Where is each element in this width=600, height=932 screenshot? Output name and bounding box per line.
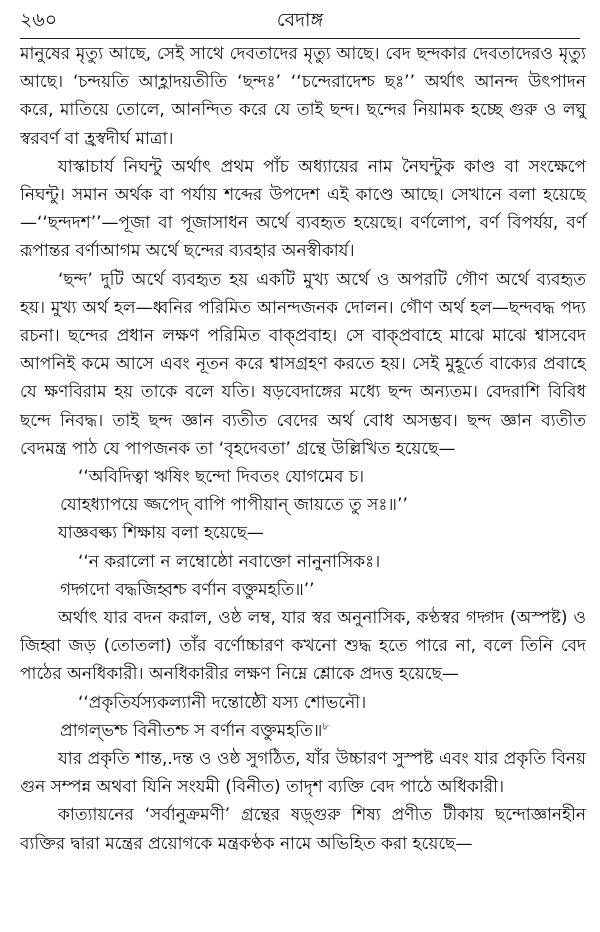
paragraph: কাত্যায়নের ‘সর্বানুক্রমণী’ গ্রন্থের ষড়্গুরু শিষ্য প্রণীত টীকায় ছন্দোজ্ঞানহীন ব্যক্তির দ্বারা মন্ত্রের প্রয়োগকে মন্ত্রকণ্ঠক নামে অভিহিত করা হয়েছে— bbox=[20, 805, 586, 854]
paragraph: ‘ছন্দ’ দুটি অর্থে ব্যবহৃত হয় একটি মুখ্য অর্থে ও অপরটি গৌণ অর্থে ব্যবহৃত হয়। মুখ্য অর্থ হল—ধ্বনির পরিমিত আনন্দজনক দোলন। গৌণ অর্থ হল—ছন্দবদ্ধ পদ্য রচনা। ছন্দের প্রধান লক্ষণ পরিমিত বাক্‌প্রবাহ। সে বাক্‌প্রবাহে মাঝে মাঝে শ্বাসবেদ আপনিই কমে আসে এবং নূতন করে শ্বাসগ্রহণ করতে হয়। সেই মুহূর্তে বাক্যের প্রবাহে যে ক্ষণবিরাম হয় তাকে বলে যতি। ষড়বেদাঙ্গের মধ্যে ছন্দ অন্যতম। বেদরাশি বিবিধ ছন্দে নিবদ্ধ। তাই ছন্দ জ্ঞান ব্যতীত বেদের অর্থ বোধ অসম্ভব। ছন্দ জ্ঞান ব্যতীত বেদমন্ত্র পাঠ যে পাপজনক তা ‘বৃহদেবতা’ গ্রন্থে উল্লিখিত হয়েছে— bbox=[20, 269, 586, 459]
verse-line: ‘‘ন করালো ন লম্বোষ্ঠো নবাক্তো নানুনাসিকঃ। bbox=[78, 551, 381, 572]
verse-line: ‘‘প্রকৃতির্যস্যকল্যানী দন্তোষ্ঠৌ যস্য শোভনৌ। bbox=[78, 692, 367, 713]
verse-text: প্রাগল্‌ভশ্চ বিনীতশ্চ স বর্ণান বক্তুমহতি॥ bbox=[60, 720, 323, 741]
header-rule bbox=[20, 38, 580, 39]
footnote-marker: ৮ bbox=[322, 721, 329, 733]
paragraph: যাস্কাচার্য নিঘন্টু অর্থাৎ প্রথম পাঁচ অধ্যায়ের নাম নৈঘন্টুক কাণ্ড বা সংক্ষেপে নিঘন্টু। সমান অর্থক বা পর্যায় শব্দের উপদেশ এই কাণ্ডে আছে। সেখানে বলা হয়েছে—‘‘ছন্দদশ’’—পূজা বা পূজাসাধন অর্থে ব্যবহৃত হয়েছে। বর্ণলোপ, বর্ণ বিপর্যয়, বর্ণ রূপান্তর বর্ণাআগম অর্থে ছন্দের ব্যবহার অনস্বীকার্য। bbox=[20, 156, 586, 262]
page-number: ২৬০ bbox=[20, 9, 58, 31]
verse-line: ‘‘অবিদিত্বা ঋষিং ছন্দো দিবতং যোগমেব চ। bbox=[78, 467, 365, 488]
page-header bbox=[20, 6, 580, 34]
paragraph: অর্থাৎ যার বদন করাল, ওষ্ঠ লম্ব, যার স্বর অনুনাসিক, কণ্ঠস্বর গদ্গদ (অস্পষ্ট) ও জিহ্বা জড় (তোতলা) তাঁর বর্ণোচ্চারণ কখনো শুদ্ধ হতে পারে না, বলে তিনি বেদ পাঠের অনধিকারী। অনধিকারীর লক্ষণ নিম্নে শ্লোকে প্রদত্ত হয়েছে— bbox=[20, 608, 586, 685]
paragraph: যাজ্ঞবল্ক্য শিক্ষায় বলা হয়েছে— bbox=[58, 523, 264, 544]
paragraph: যার প্রকৃতি শান্ত,.দন্ত ও ওষ্ঠ সুগঠিত, যাঁর উচ্চারণ সুস্পষ্ট এবং যার প্রকৃতি বিনয় গুন সম্পন্ন অথবা যিনি সংযমী (বিনীত) তাদৃশ ব্যক্তি বেদ পাঠে অধিকারী। bbox=[20, 749, 586, 798]
verse-line: গদ্গদো বদ্ধজিহ্বশ্চ বর্ণান বক্তুমহতি॥’’ bbox=[60, 579, 315, 600]
verse-line: যোহধ্যাপয়ে জ্জপেদ্ বাপি পাপীয়ান্ জায়তে তু সঃ॥’’ bbox=[60, 495, 408, 516]
paragraph: মানুষের মৃত্যু আছে, সেই সাথে দেবতাদের মৃত্যু আছে। বেদ ছন্দকার দেবতাদেরও মৃত্যু আছে। ‘চন্দয়তি আহ্লাদয়তীতি ‘ছন্দঃ’ ‘‘চন্দেরাদেশ্চ ছঃ’’ অর্থাৎ আনন্দ উৎপাদন করে, মাতিয়ে তোলে, আনন্দিত করে যে তাই ছন্দ। ছন্দের নিয়ামক হচ্ছে গুরু ও লঘু স্বরবর্ণ বা হ্রস্বদীর্ঘ মাত্রা। bbox=[20, 44, 586, 149]
page-body bbox=[20, 40, 586, 858]
running-title: বেদাঙ্গ bbox=[276, 9, 324, 31]
verse-line bbox=[20, 717, 586, 745]
